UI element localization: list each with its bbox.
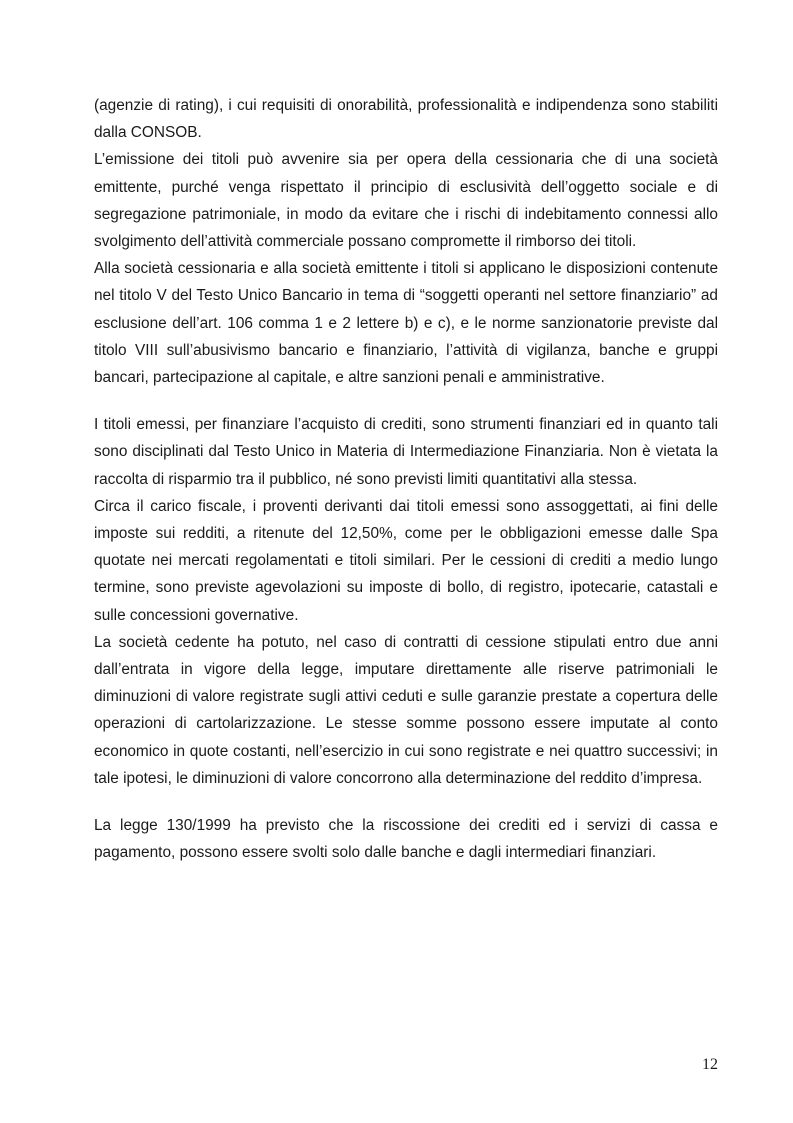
paragraph-tax-treatment: Circa il carico fiscale, i proventi derivanti dai titoli emessi sono assoggettati, ai fini delle imposte sui redditi, a ritenute del 12,50%, come per le obbligazioni emesse dalle Spa quotate nei mercati regolamentati e titoli similari. Per le cessioni di crediti a medio lungo termine, sono previste agevolazioni su imposte di bollo, di registro, ipotecarie, catastali e sulle concessioni governative.: [94, 497, 718, 624]
paragraph-value-reductions: La società cedente ha potuto, nel caso di contratti di cessione stipulati entro due anni dall’entrata in vigore della legge, imputare direttamente alle riserve patrimoniali le diminuzioni di valore registrate sugli attivi ceduti e sulle garanzie prestate a copertura delle operazioni di cartolarizzazione. Le stesse somme possono essere imputate al conto economico in quote costanti, nell’esercizio in cui sono registrate e nei quattro successivi; in tale ipotesi, le diminuzioni di valore concorrono alla determinazione del reddito d’impresa.: [94, 633, 718, 787]
paragraph-securities-issuance: L’emissione dei titoli può avvenire sia per opera della cessionaria che di una società emittente, purché venga rispettato il principio di esclusività dell’oggetto sociale e di segregazione patrimoniale, in modo da evitare che i rischi di indebitamento connessi allo svolgimento dell’attività commerciale possano compromette il rimborso dei titoli.: [94, 151, 718, 251]
body-text: [94, 92, 718, 866]
paragraph-rating-agencies: (agenzie di rating), i cui requisiti di onorabilità, professionalità e indipendenza sono stabiliti dalla CONSOB.: [94, 97, 718, 142]
paragraph-financial-instruments: I titoli emessi, per finanziare l’acquisto di crediti, sono strumenti finanziari ed in quanto tali sono disciplinati dal Testo Unico in Materia di Intermediazione Finanziaria. Non è vietata la raccolta di risparmio tra il pubblico, né sono previsti limiti quantitativi alla stessa.: [94, 416, 718, 488]
page-number: 12: [702, 1056, 718, 1073]
paragraph-law-130-1999: La legge 130/1999 ha previsto che la riscossione dei crediti ed i servizi di cassa e pagamento, possono essere svolti solo dalle banche e dagli intermediari finanziari.: [94, 817, 718, 862]
paragraph-applicable-provisions: Alla società cessionaria e alla società emittente i titoli si applicano le disposizioni contenute nel titolo V del Testo Unico Bancario in tema di “soggetti operanti nel settore finanziario” ad esclusione dell’art. 106 comma 1 e 2 lettere b) e c), e le norme sanzionatorie previste dal titolo VIII sull’abusivismo bancario e finanziario, l’attività di vigilanza, banche e gruppi bancari, partecipazione al capitale, e altre sanzioni penali e amministrative.: [94, 260, 718, 387]
